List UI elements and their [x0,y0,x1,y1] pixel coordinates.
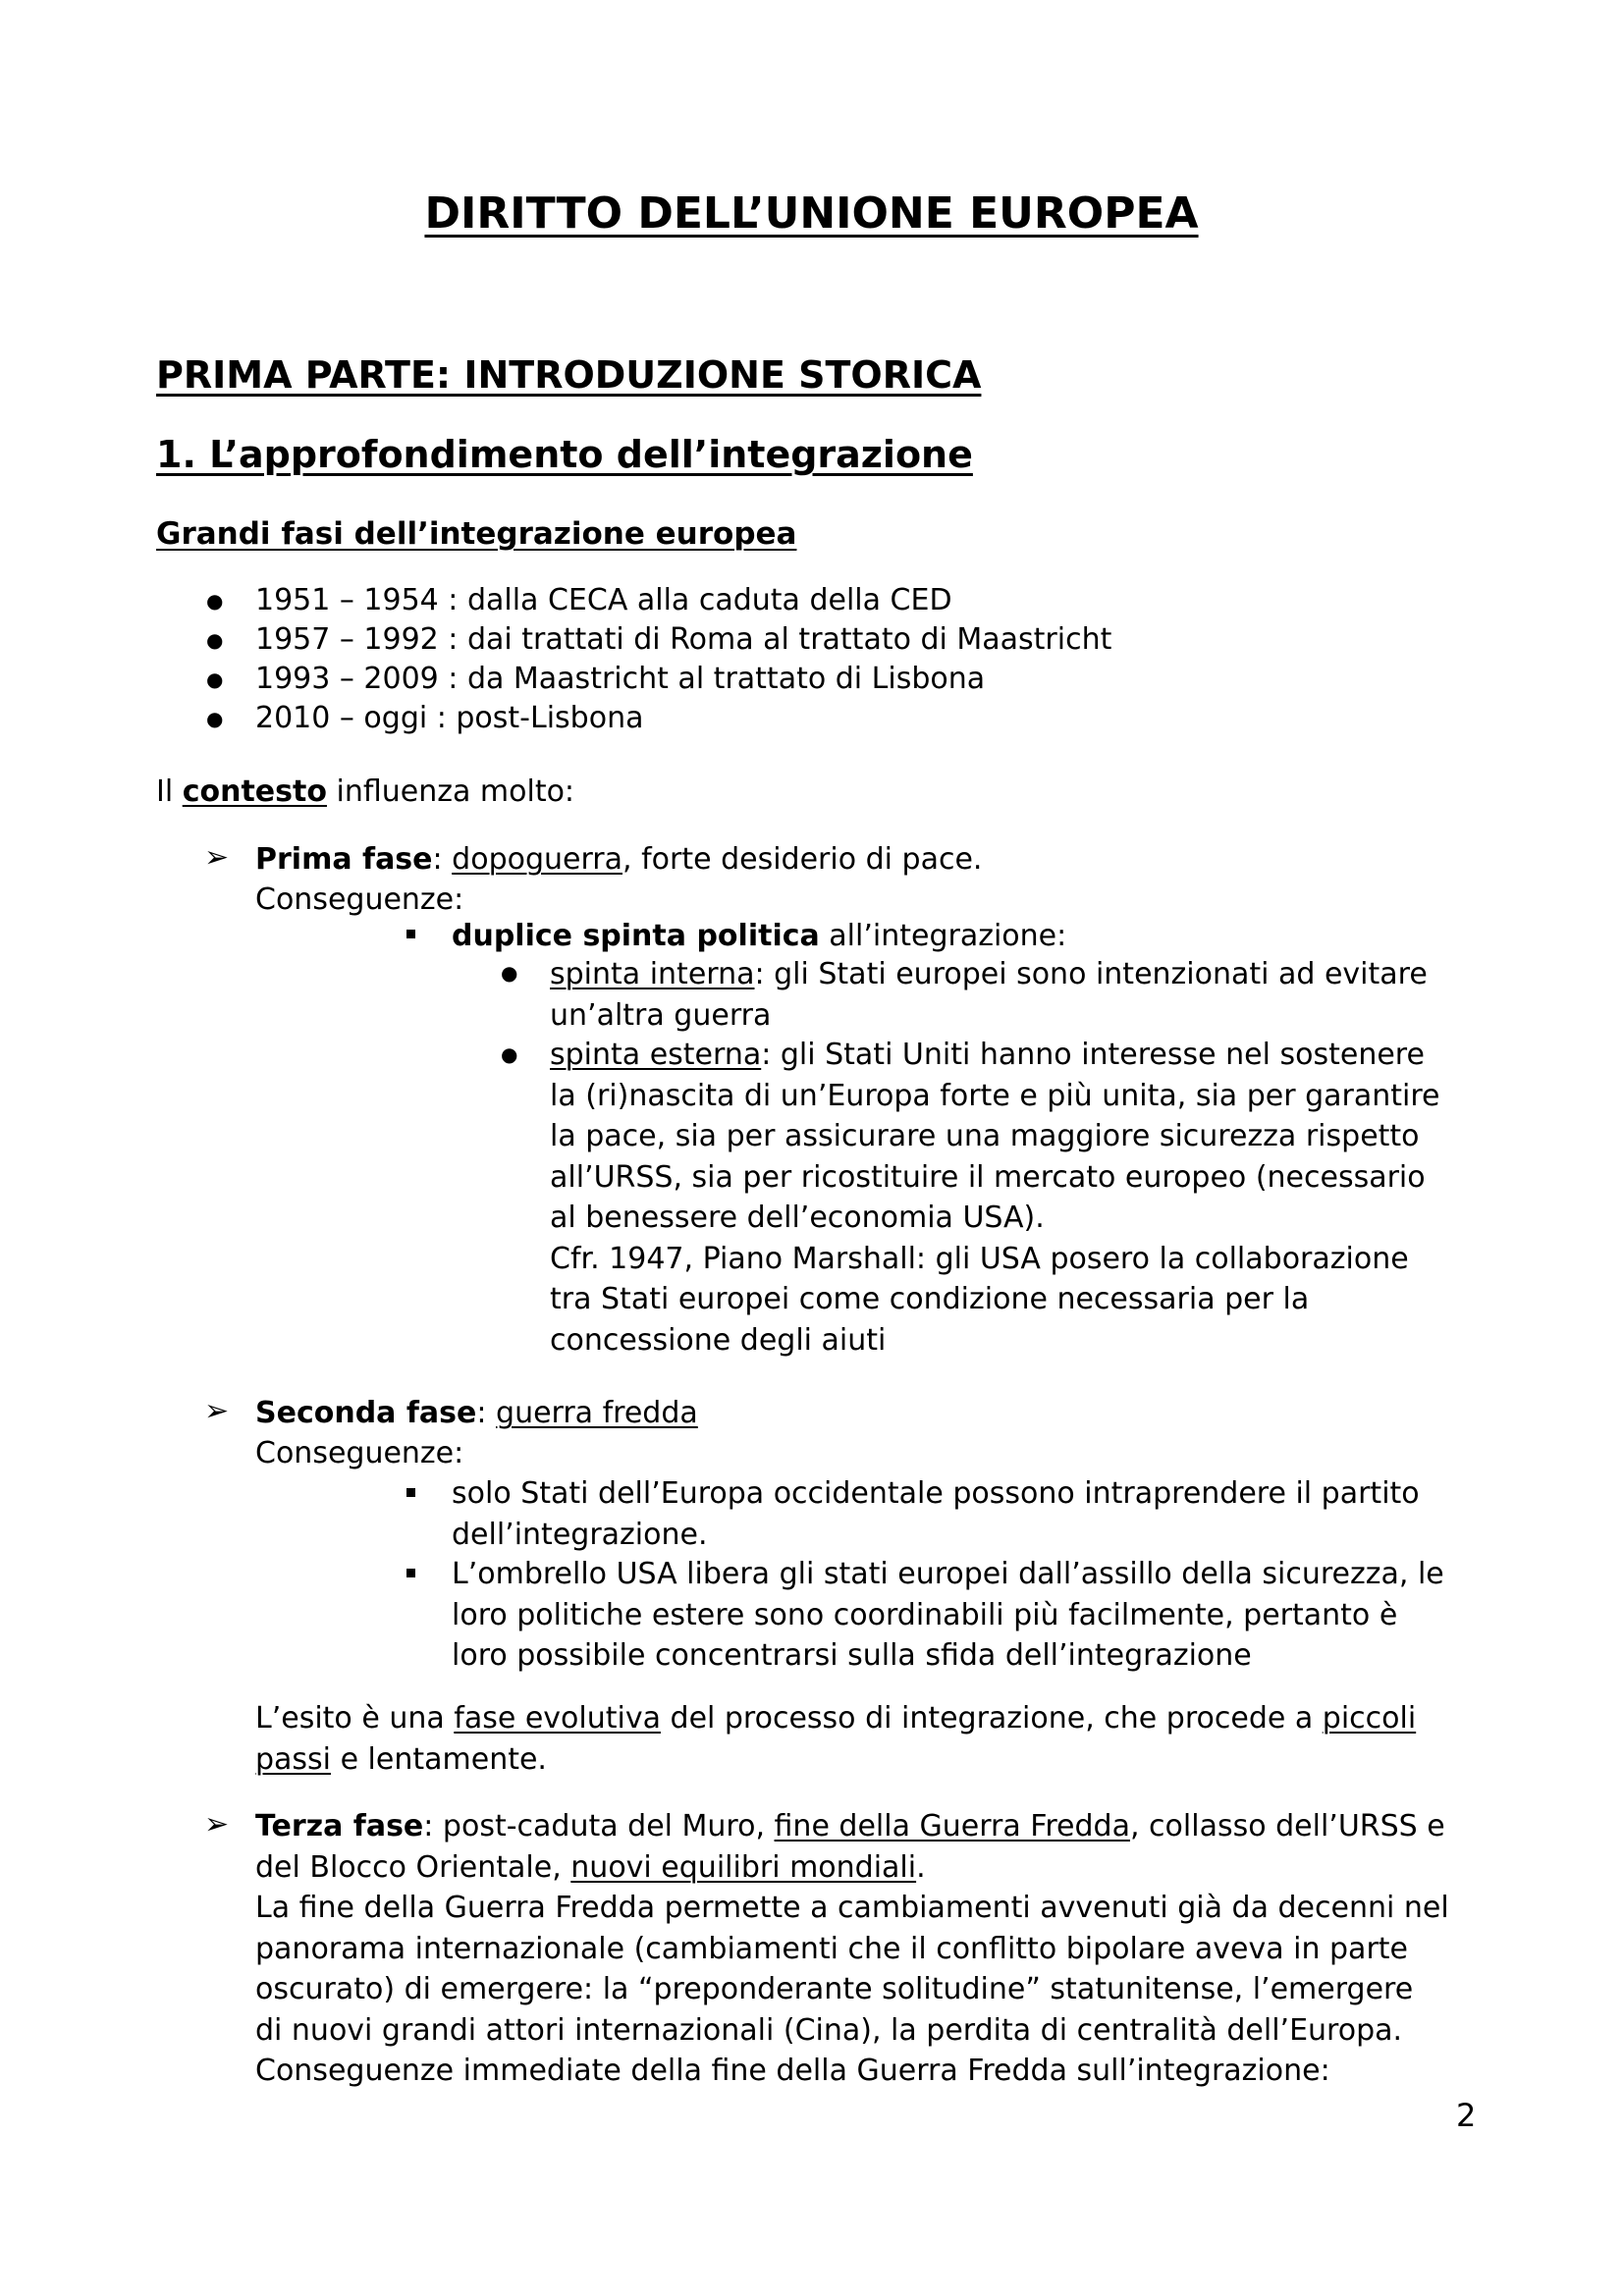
document-title: DIRITTO DELL’UNIONE EUROPEA [424,188,1199,239]
spinta-esterna: spinta esterna: gli Stati Uniti hanno interesse nel sostenere la (ri)nascita di un’Europa forte e più unita, sia per garantire la pace, sia per assicurare una maggiore sicurezza rispetto all’URSS, sia per ricostituire il mercato europeo (necessario al benessere dell’economia USA). Cfr. 1947, Piano Marshall: gli USA posero la collaborazione tra Stati europei come condizione necessaria per la concessione degli aiuti [550,1038,1440,1358]
context-term: contesto [182,774,327,809]
fase1-sub: duplice spinta politica all’integrazione: [452,919,1067,953]
list-item: ● 2010 – oggi : post-Lisbona [206,699,1111,738]
context-line: Il contesto influenza molto: [156,774,575,809]
arrow-bullet-icon: ➢ [204,1394,230,1428]
subsection-heading: Grandi fasi dell’integrazione europea [156,516,797,552]
square-bullet-icon [406,930,415,938]
square-bullet-icon [406,1569,415,1577]
square-bullet-icon [406,1488,415,1497]
list-item: ● 1957 – 1992 : dai trattati di Roma al trattato di Maastricht [206,620,1111,660]
fase2-item1: solo Stati dell’Europa occidentale possono intraprendere il partito dell’integrazione. [452,1476,1420,1552]
page-number: 2 [1456,2097,1477,2134]
bullet-icon: ● [501,961,518,985]
fase2-conseq: Conseguenze: [255,1436,464,1470]
fase2-item2: L’ombrello USA libera gli stati europei dall’assillo della sicurezza, le loro politiche estere sono coordinabili più facilmente, pertanto è loro possibile concentrarsi sulla sfida dell’integrazione [452,1557,1444,1673]
spinta-interna: spinta interna: gli Stati europei sono intenzionati ad evitare un’altra guerra [550,957,1428,1033]
fase3-block: Terza fase: post-caduta del Muro, fine della Guerra Fredda, collasso dell’URSS e del Blocco Orientale, nuovi equilibri mondiali. La fine della Guerra Fredda permette a cambiamenti avvenuti già da decenni nel panorama internazionale (cambiamenti che il conflitto bipolare aveva in parte oscurato) di emergere: la “preponderante solitudine” statunitense, l’emergere di nuovi grandi attori internazionali (Cina), la perdita di centralità dell’Europa. Conseguenze immediate della fine della Guerra Fredda sull’integrazione: [255,1809,1449,2088]
fase1-line: Prima fase: dopoguerra, forte desiderio di pace. [255,842,983,877]
arrow-bullet-icon: ➢ [204,1807,230,1842]
fase1-conseq: Conseguenze: [255,882,464,917]
phases-list [206,581,1111,738]
arrow-bullet-icon: ➢ [204,840,230,875]
fase2-line: Seconda fase: guerra fredda [255,1396,698,1430]
fase2-esito: L’esito è una fase evolutiva del processo di integrazione, che procede a piccoli passi e lentamente. [255,1701,1417,1777]
list-item: ● 1951 – 1954 : dalla CECA alla caduta della CED [206,581,1111,620]
list-item: ● 1993 – 2009 : da Maastricht al trattato di Lisbona [206,660,1111,699]
part-heading: PRIMA PARTE: INTRODUZIONE STORICA [156,353,982,397]
section-heading: 1. L’approfondimento dell’integrazione [156,433,973,476]
bullet-icon: ● [501,1042,518,1066]
